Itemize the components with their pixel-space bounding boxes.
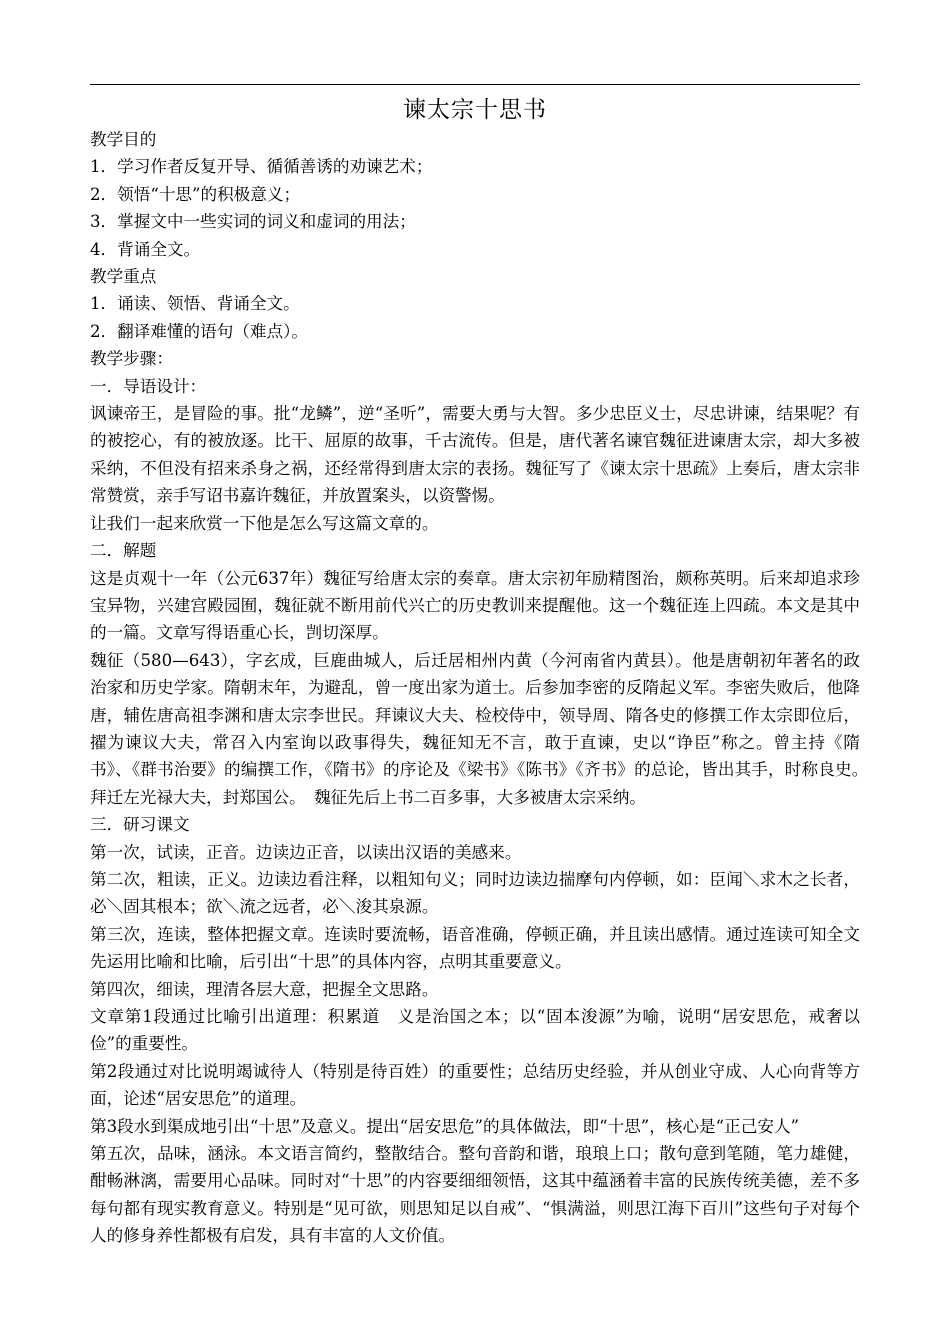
key-point-item-1: 1．诵读、领悟、背诵全文。 <box>90 294 300 314</box>
objective-item-3: 3．掌握文中一些实词的词义和虚词的用法； <box>90 212 416 232</box>
step-heading-study-text: 三．研习课文 <box>90 815 190 835</box>
objective-item-4: 4．背诵全文。 <box>90 239 201 259</box>
document-title: 谏太宗十思书 <box>403 97 547 123</box>
objective-item-2: 2．领悟“十思”的积极意义； <box>90 184 301 204</box>
paragraph-analysis-3: 第3段水到渠成地引出“十思”及意义。提出“居安思危”的具体做法，即“十思”，核心是“正己安人” <box>90 1116 799 1136</box>
step-heading-intro: 一．导语设计： <box>90 376 207 396</box>
intro-closing-line: 让我们一起来欣赏一下他是怎么写这篇文章的。 <box>90 513 439 533</box>
title-explanation-paragraph: 这是贞观十一年（公元637年）魏征写给唐太宗的奏章。唐太宗初年励精图治，颇称英明。后来却追求珍宝异物，兴建宫殿园囿，魏征就不断用前代兴亡的历史教训来提醒他。这一个魏征连上四疏。本文是其中的一篇。文章写得语重心长，剀切深厚。 <box>90 568 860 643</box>
document-body <box>90 126 877 1250</box>
section-heading-objectives: 教学目的 <box>90 130 157 149</box>
reading-pass-5: 第五次，品味，涵泳。本文语言简约，整散结合。整句音韵和谐，琅琅上口；散句意到笔随，笔力雄健，酣畅淋漓，需要用心品味。同时对“十思”的内容要细细领悟，这其中蕴涵着丰富的民族传统美德，差不多每句都有现实教育意义。特别是“见可欲，则思知足以自戒”、“惧满溢，则思江海下百川”这些句子对每个人的修身养性都极有启发，具有丰富的人文价值。 <box>90 1144 860 1246</box>
step-heading-title-explanation: 二．解题 <box>90 541 157 561</box>
reading-pass-3: 第三次，连读，整体把握文章。连读时要流畅，语音准确，停顿正确，并且读出感情。通过连读可知全文先运用比喻和比喻，后引出“十思”的具体内容，点明其重要意义。 <box>90 924 860 972</box>
header-rule <box>90 84 860 85</box>
author-bio-paragraph: 魏征（580—643），字玄成，巨鹿曲城人，后迁居相州内黄（今河南省内黄县）。他是唐朝初年著名的政治家和历史学家。隋朝末年，为避乱，曾一度出家为道士。后参加李密的反隋起义军。李密失败后，他降唐，辅佐唐高祖李渊和唐太宗李世民。拜谏议大夫、检校侍中，领导周、隋各史的修撰工作太宗即位后，擢为谏议大夫，常召入内室询以政事得失，魏征知无不言，敢于直谏，史以“诤臣”称之。曾主持《隋书》、《群书治要》的编撰工作，《隋书》的序论及《梁书》《陈书》《齐书》的总论，皆出其手，时称良史。 拜迁左光禄大夫，封郑国公。 魏征先后上书二百多事，大多被唐太宗采纳。 <box>90 650 877 807</box>
paragraph-analysis-2: 第2段通过对比说明竭诚待人（特别是待百姓）的重要性；总结历史经验，并从创业守成、人心向背等方面，论述“居安思危”的道理。 <box>90 1061 860 1109</box>
reading-pass-2: 第二次，粗读，正义。边读边看注释，以粗知句义；同时边读边揣摩句内停顿，如：臣闻＼求木之长者，必＼固其根本；欲＼流之远者，必＼浚其泉源。 <box>90 869 860 917</box>
objective-item-1: 1．学习作者反复开导、循循善诱的劝谏艺术； <box>90 157 433 177</box>
reading-pass-1: 第一次，试读，正音。边读边正音，以读出汉语的美感来。 <box>90 842 522 862</box>
paragraph-analysis-1: 文章第1段通过比喻引出道理：积累道 义是治国之本；以“固本浚源”为喻，说明“居安思危，戒奢以俭”的重要性。 <box>90 1007 860 1054</box>
section-heading-steps: 教学步骤： <box>90 349 173 369</box>
section-heading-key-points: 教学重点 <box>90 267 157 287</box>
reading-pass-4: 第四次，细读，理清各层大意，把握全文思路。 <box>90 979 439 999</box>
document-page <box>90 84 877 1250</box>
intro-paragraph: 讽谏帝王，是冒险的事。批“龙鳞”，逆“圣听”，需要大勇与大智。多少忠臣义士，尽忠讲谏，结果呢？有的被挖心，有的被放逐。比干、屈原的故事，千古流传。但是，唐代著名谏官魏征进谏唐太宗，却大多被采纳，不但没有招来杀身之祸，还经常得到唐太宗的表扬。魏征写了《谏太宗十思疏》上奏后，唐太宗非常赞赏，亲手写诏书嘉许魏征，并放置案头，以资警惕。 <box>90 404 860 506</box>
key-point-item-2: 2．翻译难懂的语句（难点）。 <box>90 321 308 341</box>
